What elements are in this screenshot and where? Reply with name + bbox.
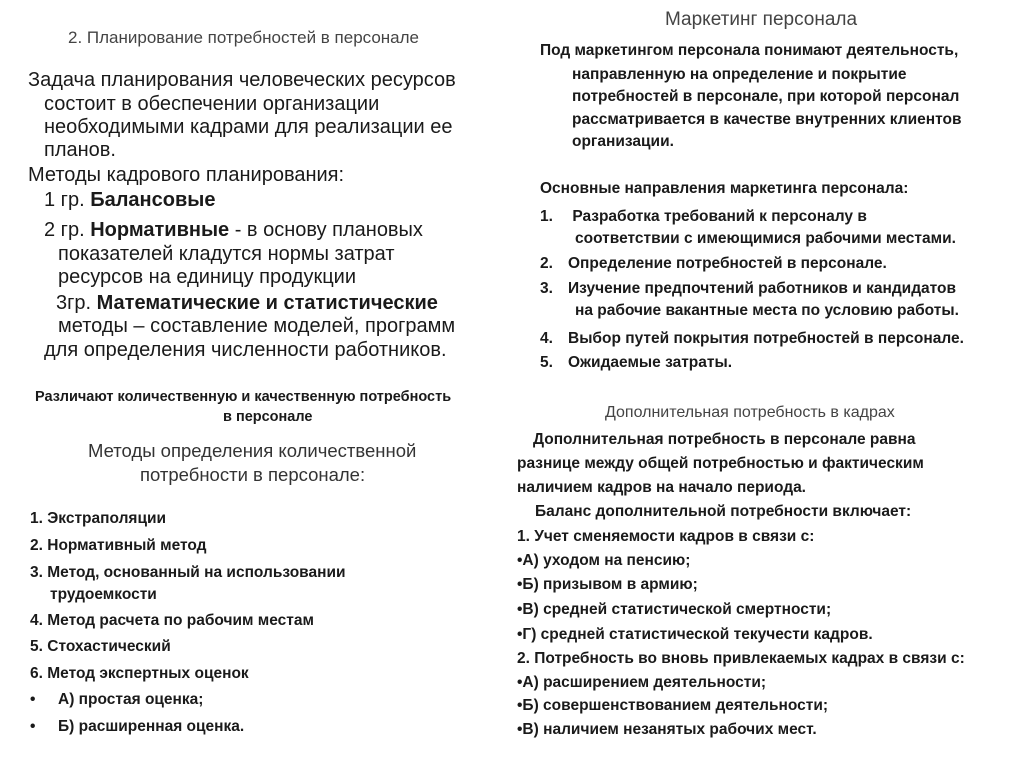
additional-line: •А) уходом на пенсию; [517, 552, 691, 569]
directions-title: Основные направления маркетинга персонала: [540, 180, 909, 197]
definition-line: направленную на определение и покрытие [572, 66, 907, 83]
group-3 [56, 291, 438, 315]
additional-line: 2. Потребность во вновь привлекаемых кадрах в связи с: [517, 650, 965, 667]
definition-line: потребностей в персонале, при которой персонал [572, 88, 960, 105]
left-heading: 2. Планирование потребностей в персонале [68, 28, 420, 47]
intro-line: Задача планирования человеческих ресурсов [28, 69, 456, 91]
group-prefix: 3гр. [56, 292, 97, 314]
direction-item: 5. Ожидаемые затраты. [540, 354, 733, 371]
distinguish-line: в персонале [223, 409, 313, 425]
quant-list-item: 6. Метод экспертных оценок [30, 665, 249, 682]
group-1 [44, 188, 215, 212]
additional-line: Дополнительная потребность в персонале равна [533, 431, 916, 448]
direction-item: 4. Выбор путей покрытия потребностей в персонале. [540, 330, 964, 347]
quant-title: потребности в персонале: [140, 464, 366, 485]
definition-line: Под маркетингом персонала понимают деятельность, [540, 42, 959, 59]
intro-line: планов. [44, 139, 116, 161]
quant-list-item: 3. Метод, основанный на использовании [30, 564, 346, 581]
group-prefix: 1 гр. [44, 189, 91, 211]
right-heading: Маркетинг персонала [665, 9, 858, 30]
additional-line: •В) наличием незанятых рабочих мест. [517, 721, 817, 738]
additional-line: 1. Учет сменяемости кадров в связи с: [517, 528, 815, 545]
quant-list-item-cont: трудоемкости [50, 586, 157, 603]
intro-line: состоит в обеспечении организации [44, 93, 380, 115]
additional-line: •Б) призывом в армию; [517, 576, 698, 593]
distinguish-line: Различают количественную и качественную потребность [35, 389, 452, 405]
group-desc: - в основу плановых [229, 219, 423, 241]
additional-line: наличием кадров на начало периода. [517, 479, 806, 496]
direction-item: 1. Разработка требований к персоналу в [540, 208, 867, 225]
group-2-cont: ресурсов на единицу продукции [58, 266, 357, 288]
group-name: Математические и статистические [96, 292, 438, 314]
group-name: Нормативные [90, 219, 230, 241]
quant-list-item: • Б) расширенная оценка. [30, 718, 245, 735]
group-3-cont: методы – составление моделей, программ [58, 315, 456, 337]
additional-line: •Б) совершенствованием деятельности; [517, 697, 829, 714]
direction-item-cont: на рабочие вакантные места по условию работы. [575, 302, 959, 319]
definition-line: рассматривается в качестве внутренних клиентов [572, 111, 962, 128]
direction-item: 2. Определение потребностей в персонале. [540, 255, 887, 272]
additional-line: •А) расширением деятельности; [517, 674, 767, 691]
intro-line: необходимыми кадрами для реализации ее [44, 116, 453, 138]
additional-heading: Дополнительная потребность в кадрах [605, 404, 895, 421]
additional-line: Баланс дополнительной потребности включает: [535, 503, 912, 520]
group-name: Балансовые [90, 189, 216, 211]
direction-item-cont: соответствии с имеющимися рабочими местами. [575, 230, 956, 247]
quant-list-item: 4. Метод расчета по рабочим местам [30, 612, 314, 629]
group-prefix: 2 гр. [44, 219, 91, 241]
additional-line: •Г) средней статистической текучести кадров. [517, 626, 873, 643]
group-3-cont: для определения численности работников. [44, 339, 447, 361]
quant-list-item: • А) простая оценка; [30, 691, 204, 708]
direction-item: 3. Изучение предпочтений работников и кандидатов [540, 280, 957, 297]
methods-title: Методы кадрового планирования: [28, 164, 345, 186]
additional-line: разнице между общей потребностью и фактическим [517, 455, 924, 472]
quant-title: Методы определения количественной [88, 440, 417, 461]
quant-list-item: 5. Стохастический [30, 638, 171, 655]
group-2 [44, 218, 423, 242]
group-2-cont: показателей кладутся нормы затрат [58, 243, 395, 265]
additional-line: •В) средней статистической смертности; [517, 601, 832, 618]
definition-line: организации. [572, 133, 674, 150]
quant-list-item: 1. Экстраполяции [30, 510, 167, 527]
quant-list-item: 2. Нормативный метод [30, 537, 207, 554]
